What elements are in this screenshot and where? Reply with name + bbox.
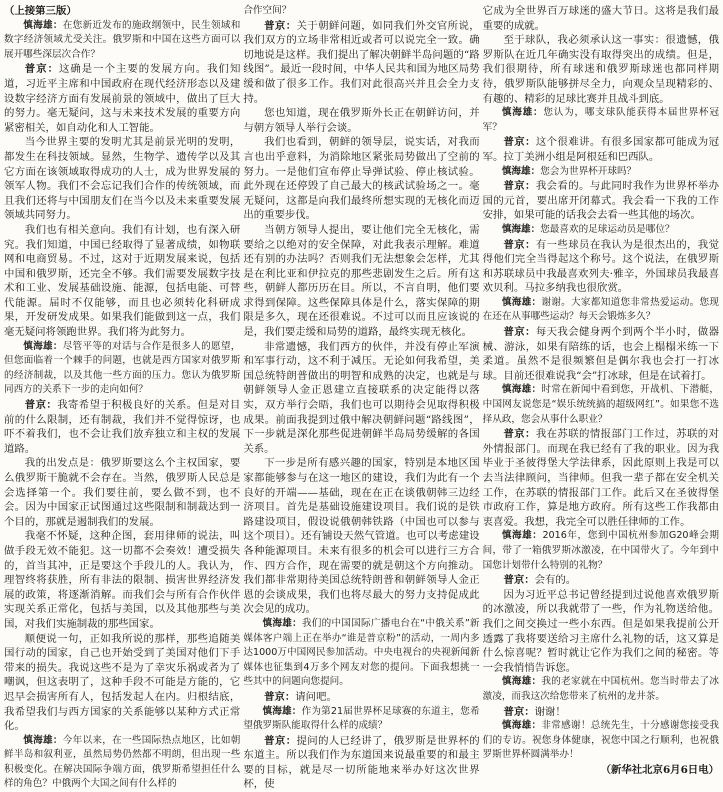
answer-paragraph [243,690,479,705]
speaker-label: 普京： [503,574,535,587]
speaker-label: 慎海雄： [501,107,544,119]
paragraph-text: 提问的人已经讲了，俄罗斯是世界杯的东道主。所以我们作为东道国来说最重要的和最主要的目标，就是尽一切所能地来举办好这次世界杯，使 [243,734,480,791]
answer-paragraph [4,223,240,340]
paragraph-text: 因为习近平总书记曾经提到过说他喜欢俄罗斯的冰激凌，所以我就带了一些，作为礼物送给他。我们之间交换过一些小东西。但是如果我提前公开透露了我将要送给习主席什么礼物的话，这又算是什么惊喜呢？暂时就让它作为我们之间的秘密。等一会我悄悄告诉您。 [482,588,719,674]
column-1 [4,4,241,790]
answer-paragraph [243,456,479,617]
paragraph-text: 有一些球员在我认为是很杰出的，我觉得他们完全当得起这个称号。这个说法，在俄罗斯和苏联球员中我最喜欢列夫·雅辛，外国球员我最喜欢贝利。马拉多纳我也很欣赏。 [482,238,719,295]
speaker-label: 普京： [264,690,296,703]
question-paragraph [483,383,719,427]
answer-paragraph [483,33,719,106]
answer-paragraph [483,179,719,223]
answer-paragraph [483,4,719,33]
speaker-label: 普京： [503,705,535,718]
speaker-label: 慎海雄： [23,734,63,746]
paragraph-text: 这确是一个主要的发展方向。我们知道，习近平主席和中国政府在现代经济形态以及建设数字经济方面有发展前景的领域中，做出了巨大的努力。毫无疑问，这与未来技术发展的重要方向紧密相关，如自动化和人工智能。 [4,63,241,134]
paragraph-text: 合作空间？ [243,5,292,16]
speaker-label: 普京： [264,19,297,32]
paragraph-text: 今年以来，在一些国际热点地区，比如朝鲜半岛和叙利亚，虽然局势仍然都不明朗，但出现一些积极变化。在解决国际争端方面，俄罗斯希望担任什么样的角色？中俄两个大国之间有什么样的 [4,734,241,790]
speaker-label: 普京： [24,63,59,76]
answer-paragraph [243,19,479,107]
paragraph-text: 您也知道，现在俄罗斯外长正在朝鲜访问，并与朝方领导人举行会谈。 [243,107,480,134]
paragraph-text: 非常感谢！总统先生，十分感谢您接受我们的专访。祝您身体健康，祝您中国之行顺利，也祝俄罗斯世界杯圆满举办！ [482,720,719,761]
speaker-label: 普京： [503,180,536,193]
continued-header: （上接第三版） [4,5,77,17]
paragraph-text: 我在苏联的情报部门工作过，苏联的对外情报部门。而现在我已经有了我的职业。因为我毕业于圣彼得堡大学法律系，因此原则上我是可以去当法律顾问，当律师。但我一辈子都在安全机关工作，在苏联的情报部门工作。此后又在圣彼得堡市政府工作，算是地方政府。所有这些工作我都由衷喜爱。我想，我完全可以胜任律师的工作。 [482,428,719,528]
paragraph-text: 尽管平等的对话与合作是很多人的愿望，但您面临着一个棘手的问题，也就是西方国家对俄罗斯的经济制裁，以及其他一些方面的压力。您认为俄罗斯同西方的关系下一步的走向如何？ [4,340,241,396]
answer-paragraph [483,135,719,164]
paragraph-text: 请问吧。 [295,690,337,703]
paragraph-text: 它成为全世界百万球迷的盛大节日。这将是我们最重要的成就。 [482,5,719,32]
paragraph-text: 时常在新闻中看到您，开战机、下潜艇，中国网友说您是“娱乐统统搞的超级网红”。如果您不选择从政，您会从事什么职业？ [482,384,719,425]
speaker-label: 慎海雄： [23,340,63,352]
answer-paragraph [4,456,240,529]
paragraph-text: 我们的中国国际广播电台在“中俄关系”新媒体客户端上正在举办“谁是普京粉”的活动，一周内多达1000万中国网民参加活动。中央电视台的央视新闻新媒体也征集到4万多个网友对您的提问。下面我想挑一些其中的问题向您提问。 [243,617,480,688]
dateline-credit: （新华社北京6月6日电） [600,763,719,776]
paragraph-text: 您会为世界杯开球吗？ [540,165,637,177]
speaker-label: 慎海雄： [262,705,302,717]
paragraph-text: 至于球队，我必须承认这一事实：很遗憾，俄罗斯队在近几年确实没有取得突出的成绩。但是，我们很期待，所有球迷和俄罗斯球迷也都同样期待，俄罗斯队能够拼尽全力，向观众呈现精彩的、有趣的、精彩的足球比赛并且战斗到底。 [482,34,719,105]
paragraph-text: 在您新近发布的施政纲领中，民生领域和数字经济领域尤受关注。俄罗斯和中国在这些方面可以展开哪些深层次合作？ [4,19,241,60]
answer-paragraph [483,325,719,383]
paragraph-text: 我们也看到，朝鲜的领导层，说实话，对我而言也出乎意料，为消除地区紧张局势做出了空前的努力。一是他们宣布停止导弹试验、停止核试验。此外现在还停毁了自己最大的核武试验场之一。毫无疑问，这都是向我们最终所想实现的无核化而迈出的重要步伐。 [243,136,480,222]
paragraph-text: 2016年，您到中国杭州参加G20峰会期间，带了一箱俄罗斯冰激凌，在中国带火了。今年到中国您计划带什么特别的礼物？ [482,530,719,571]
answer-paragraph [243,223,479,340]
speaker-label: 慎海雄： [501,384,542,396]
speaker-label: 慎海雄： [262,617,302,629]
answer-paragraph [4,398,240,456]
question-paragraph [4,734,240,792]
speaker-label: 慎海雄： [501,165,541,177]
question-paragraph [4,340,240,398]
question-paragraph [243,705,479,734]
question-paragraph [483,675,719,704]
paragraph-text: 顺便说一句，正如我所说的那样，那些追随美国行动的国家，自己也开始受到了美国对他们下手带来的损失。我说这些不是为了幸灾乐祸或者为了嘲讽，但这表明了，这种手段不可能是方能的，它迟早会损害所有人，包括发起人在内。归根结底，我希望我们与西方国家的关系能够以某种方式正常化。 [4,632,241,733]
speaker-label: 普京： [503,428,536,441]
speaker-label: 普京： [24,399,58,412]
paragraph-text: 下一步是所有感兴趣的国家，特别是本地区国家都能够参与在这一地区的建设，我们为此有一个良好的开端——基础，现在在正在谈俄朝韩三边经济项目。首先是基础设施建设项目。我们说的是铁路建设项目，假设说俄朝韩铁路（中国也可以参与这个项目）。还有铺设天然气管道。也可以考虑建设各种能源项目。未来有很多的机会可以进行三方合作、四方合作，现在需要的就是朝这个方向推动。我们都非常期待美国总统特朗普和朝鲜领导人金正恩的会谈成果，我们也将尽最大的努力支持促成此次会见的成功。 [243,457,480,616]
paragraph-text: 关于朝鲜问题，如同我们外交官所说，我们双方的立场非常相近或者可以说完全一致。确切地说是这样。我们提出了解决朝鲜半岛问题的“路线图”。最近一段时间，中华人民共和国为地区局势缓和做了很多工作。我们对此很高兴并且会全力支持。 [243,19,480,105]
answer-paragraph [483,705,719,720]
paragraph-text: 当朝方领导人提出，要让他们完全无核化，需要给之以绝对的安全保障，对此我表示理解。难道还有别的办法吗？否则我们无法想象会怎样，尤其是在利比亚和伊拉克的那些悲剧发生之后。所有这些，朝鲜人都历历在目。所以，不言自明，他们要求得到保障。这些保障具体是什么，落实保障的期限是多久，现在还很难说。不过可以而且应该说的是，我们要走缓和局势的道路，最终实现无核化。 [243,223,480,339]
answer-paragraph [243,135,479,223]
answer-paragraph [4,632,240,734]
answer-paragraph [4,529,240,631]
paragraph-text: 会有的。 [534,574,577,587]
paragraph-text: 我的老家就在中国杭州。您当时带去了冰激凌，而我这次给您带来了杭州的龙井茶。 [482,676,719,702]
answer-paragraph [243,106,479,135]
answer-paragraph [483,573,719,588]
speaker-label: 慎海雄： [501,720,542,732]
speaker-label: 慎海雄： [23,19,63,31]
paragraph-text: 谢谢！ [534,705,566,718]
paragraph-text: 我寄希望于积极良好的关系。但是对目前的什么限制，还有制裁，我们并不觉得惊讶，也吓不着我们，也不会让我们放弃独立和主权的发展道路。 [4,399,241,455]
speaker-label: 普京： [503,136,536,149]
answer-paragraph [483,588,719,676]
answer-paragraph [483,427,719,529]
speaker-label: 慎海雄： [501,296,542,308]
question-paragraph [483,719,719,763]
paragraph-text: 我毫不怀疑，这种企图，套用律师的说法，叫做手段无效不能犯。这一切都不会奏效！遭受损失的，首当其冲，正是要这个手段儿的人。我认为，理智终将获胜，所有非法的限制、损害世界经济发展的政策，将逐渐消解。而我们会与所有合作伙伴实现关系正常化，包括与美国，以及其他那些与美国，对我们实施制裁的那些国家。 [4,530,241,630]
answer-paragraph [4,62,240,135]
question-paragraph [483,165,719,180]
paragraph-text: 作为第21届世界杯足球赛的东道主，您希望俄罗斯队能取得什么样的成绩？ [243,705,480,732]
speaker-label: 普京： [503,326,536,339]
question-paragraph [243,617,479,690]
question-paragraph [483,296,719,325]
paragraph-text: 非常遗憾，我们西方的伙伴，并没有停止军演和军事行动，这不利于减压。无论如何我希望，美国总统特朗普做出的明智和成熟的决定，也就是与朝鲜领导人金正恩建立直接联系的决定能得以落实，双方举行会晤，我们也可以期待会见取得积极成果。前面我提到过俄中解决朝鲜问题“路线图”，下一步就是深化那些促进朝鲜半岛局势缓解的各国关系。 [243,340,480,455]
answer-paragraph [4,135,240,223]
question-paragraph [4,19,240,63]
answer-paragraph [243,340,479,457]
speaker-label: 慎海雄： [501,223,541,235]
speaker-label: 慎海雄： [501,676,542,688]
paragraph-text: 您最喜欢的足球运动员是哪位？ [540,223,675,235]
question-paragraph [483,106,719,135]
question-paragraph [243,4,479,19]
paragraph-text: 每天我会健身两个到两个半小时，做器械、游泳，如果有陪练的话，也会上榻榻米练一下柔道。虽然不是很频繁但是偶尔我也会打一打冰球。目前还很难说我“会”打冰球，但是在试着打。 [482,326,719,382]
paragraph-text: 您认为，哪支球队能获得本届世界杯冠军？ [482,107,719,133]
answer-paragraph [243,734,479,792]
column-2 [243,4,480,791]
paragraph-text: 这个很难讲。有很多国家都可能成为冠军。拉丁美洲小组是阿根廷和巴西队。 [482,136,719,163]
question-paragraph [483,529,719,573]
paragraph-text: 我会看的。与此同时我作为世界杯举办国的元首，要出席开闭幕式。我会看一下我的工作安排，如果可能的话我会去看一些其他的场次。 [482,180,719,222]
paragraph-text: 当今世界主要的发明尤其是前景光明的发明，都发生在科技领域。显然，生物学、遗传学以及其它方面在该领域取得成功的人士，成为世界发展的领军人物。我们不会忘记我们合作的传统领域，而且我们还将与中国朋友们在当今以及未来重要发展领域共同努力。 [4,136,241,222]
speaker-label: 慎海雄： [501,530,543,542]
answer-paragraph [483,238,719,296]
paragraph-text: 我的出发点是：俄罗斯要这么个主权国家，要么俄罗斯干脆就不会存在。当然，俄罗斯人民总是会选择第一个。我们要往前，要么做不到，也不会。因为中国家正试图通过这些限制和制裁达到一个目的，那就是遏制我们的发展。 [4,457,241,528]
speaker-label: 普京： [264,734,297,747]
paragraph-text: 我们也有相关意向。我们有计划，也有深入研究。我们知道，中国已经取得了显著成绩，如物联网和电商贸易。不过，这对于近期发展来说，包括中国和俄罗斯，还完全不够。我们需要发展数字技术和工业、发展基础设施、能源，包括电能、可替代能源。届时不仅能够，而且也必须转化科研成果，开发研发成果。如果我们能做到这一点，我们毫无疑问将领跑世界。我们将为此努力。 [4,223,241,339]
paragraph-text: 谢谢。大家都知道您非常热爱运动。您现在还在从事哪些运动？每天会锻炼多久？ [482,296,719,323]
column-3 [482,4,719,776]
speaker-label: 普京： [503,238,536,251]
question-paragraph [483,223,719,238]
